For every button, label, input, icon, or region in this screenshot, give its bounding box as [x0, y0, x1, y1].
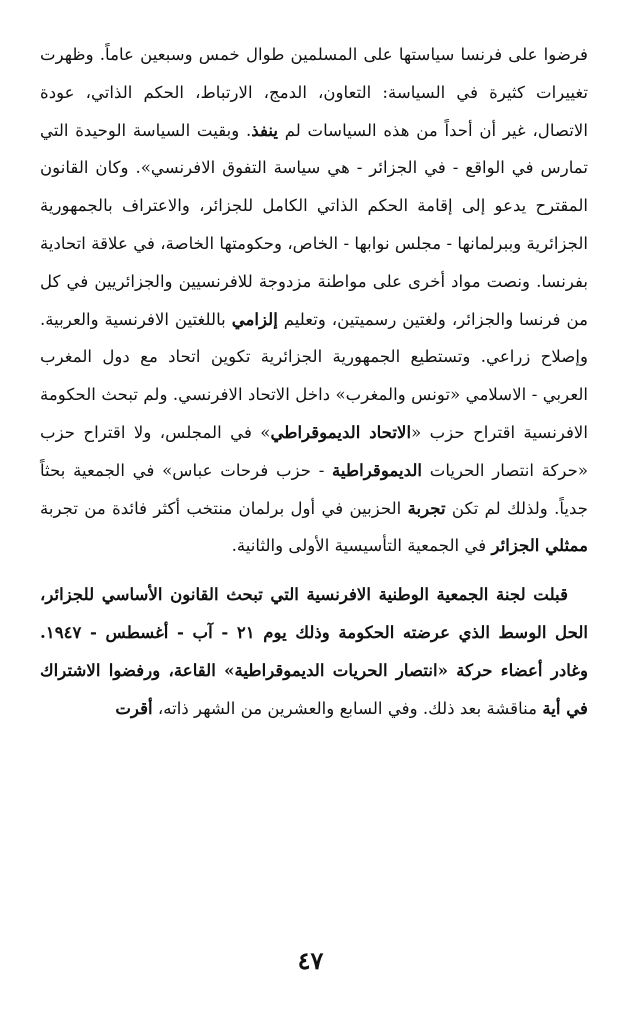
bold-text-run: ينفذ [251, 119, 278, 140]
body-paragraph [40, 576, 588, 727]
text-run: باللغتين الافرنسية والعربية. وإصلاح زراعي. وتستطيع الجمهورية الجزائرية تكوين اتحاد مع دول المغرب العربي - الاسلامي «تونس والمغرب» داخل الاتحاد الافرنسي. ولم تبحث الحكومة الافرنسية اقتراح حزب « [40, 309, 588, 442]
text-run: - حزب فرحات عباس» في الجمعية بحثاً جدياً. ولذلك لم تكن [40, 460, 589, 518]
body-paragraph [40, 36, 588, 565]
bold-text-run: الديموقراطية [332, 459, 422, 480]
bold-text-run: تجربة [407, 497, 446, 518]
text-run: في الجمعية التأسيسية الأولى والثانية. [231, 536, 492, 556]
text-run: الحزبين في أول برلمان منتخب أكثر فائدة من تجربة [40, 498, 408, 518]
bold-text-run: أقرت [115, 697, 153, 718]
text-run: مناقشة بعد ذلك. وفي السابع والعشرين من الشهر ذاته، [152, 698, 543, 718]
text-run: » في المجلس، ولا اقتراح حزب «حركة انتصار الحريات [40, 422, 588, 480]
text-run: . وبقيت السياسة الوحيدة التي تمارس في الواقع - في الجزائر - هي سياسة التفوق الافرنسي». وكان القانون المقترح يدعو إلى إقامة الحكم الذاتي الكامل للجزائر، والاعتراف بالجمهورية الجزائرية وببرلمانها - مجلس نوابها - الخاص، وحكومتها الخاصة، في علاقة اتحادية بفرنسا. ونصت مواد أخرى على مواطنة مزدوجة للافرنسيين والجزائريين في كل من فرنسا والجزائر، ولغتين رسميتين، وتعليم [40, 120, 588, 329]
bold-text-run: ممثلي الجزائر [491, 535, 588, 556]
bold-text-run: الاتحاد الديموقراطي [270, 421, 412, 442]
bold-text-run: إلزامي [231, 308, 278, 329]
bold-text-run: قبلت لجنة الجمعية الوطنية الافرنسية التي تبحث القانون الأساسي للجزائر، الحل الوسط الذي عرضته الحكومة وذلك يوم ٢١ - آب - أغسطس - ١٩٤٧. وغادر أعضاء حركة «انتصار الحريات الديموقراطية» القاعة، ورفضوا الاشتراك في أية [40, 584, 588, 718]
page-number: ٤٧ [297, 946, 324, 975]
page-body [40, 36, 588, 727]
text-run: فرضوا على فرنسا سياستها على المسلمين طوال خمس وسبعين عاماً. وظهرت تغييرات كثيرة في السياسة: التعاون، الدمج، الارتباط، الحكم الذاتي، عودة الاتصال، غير أن أحداً من هذه السياسات لم [40, 45, 588, 140]
